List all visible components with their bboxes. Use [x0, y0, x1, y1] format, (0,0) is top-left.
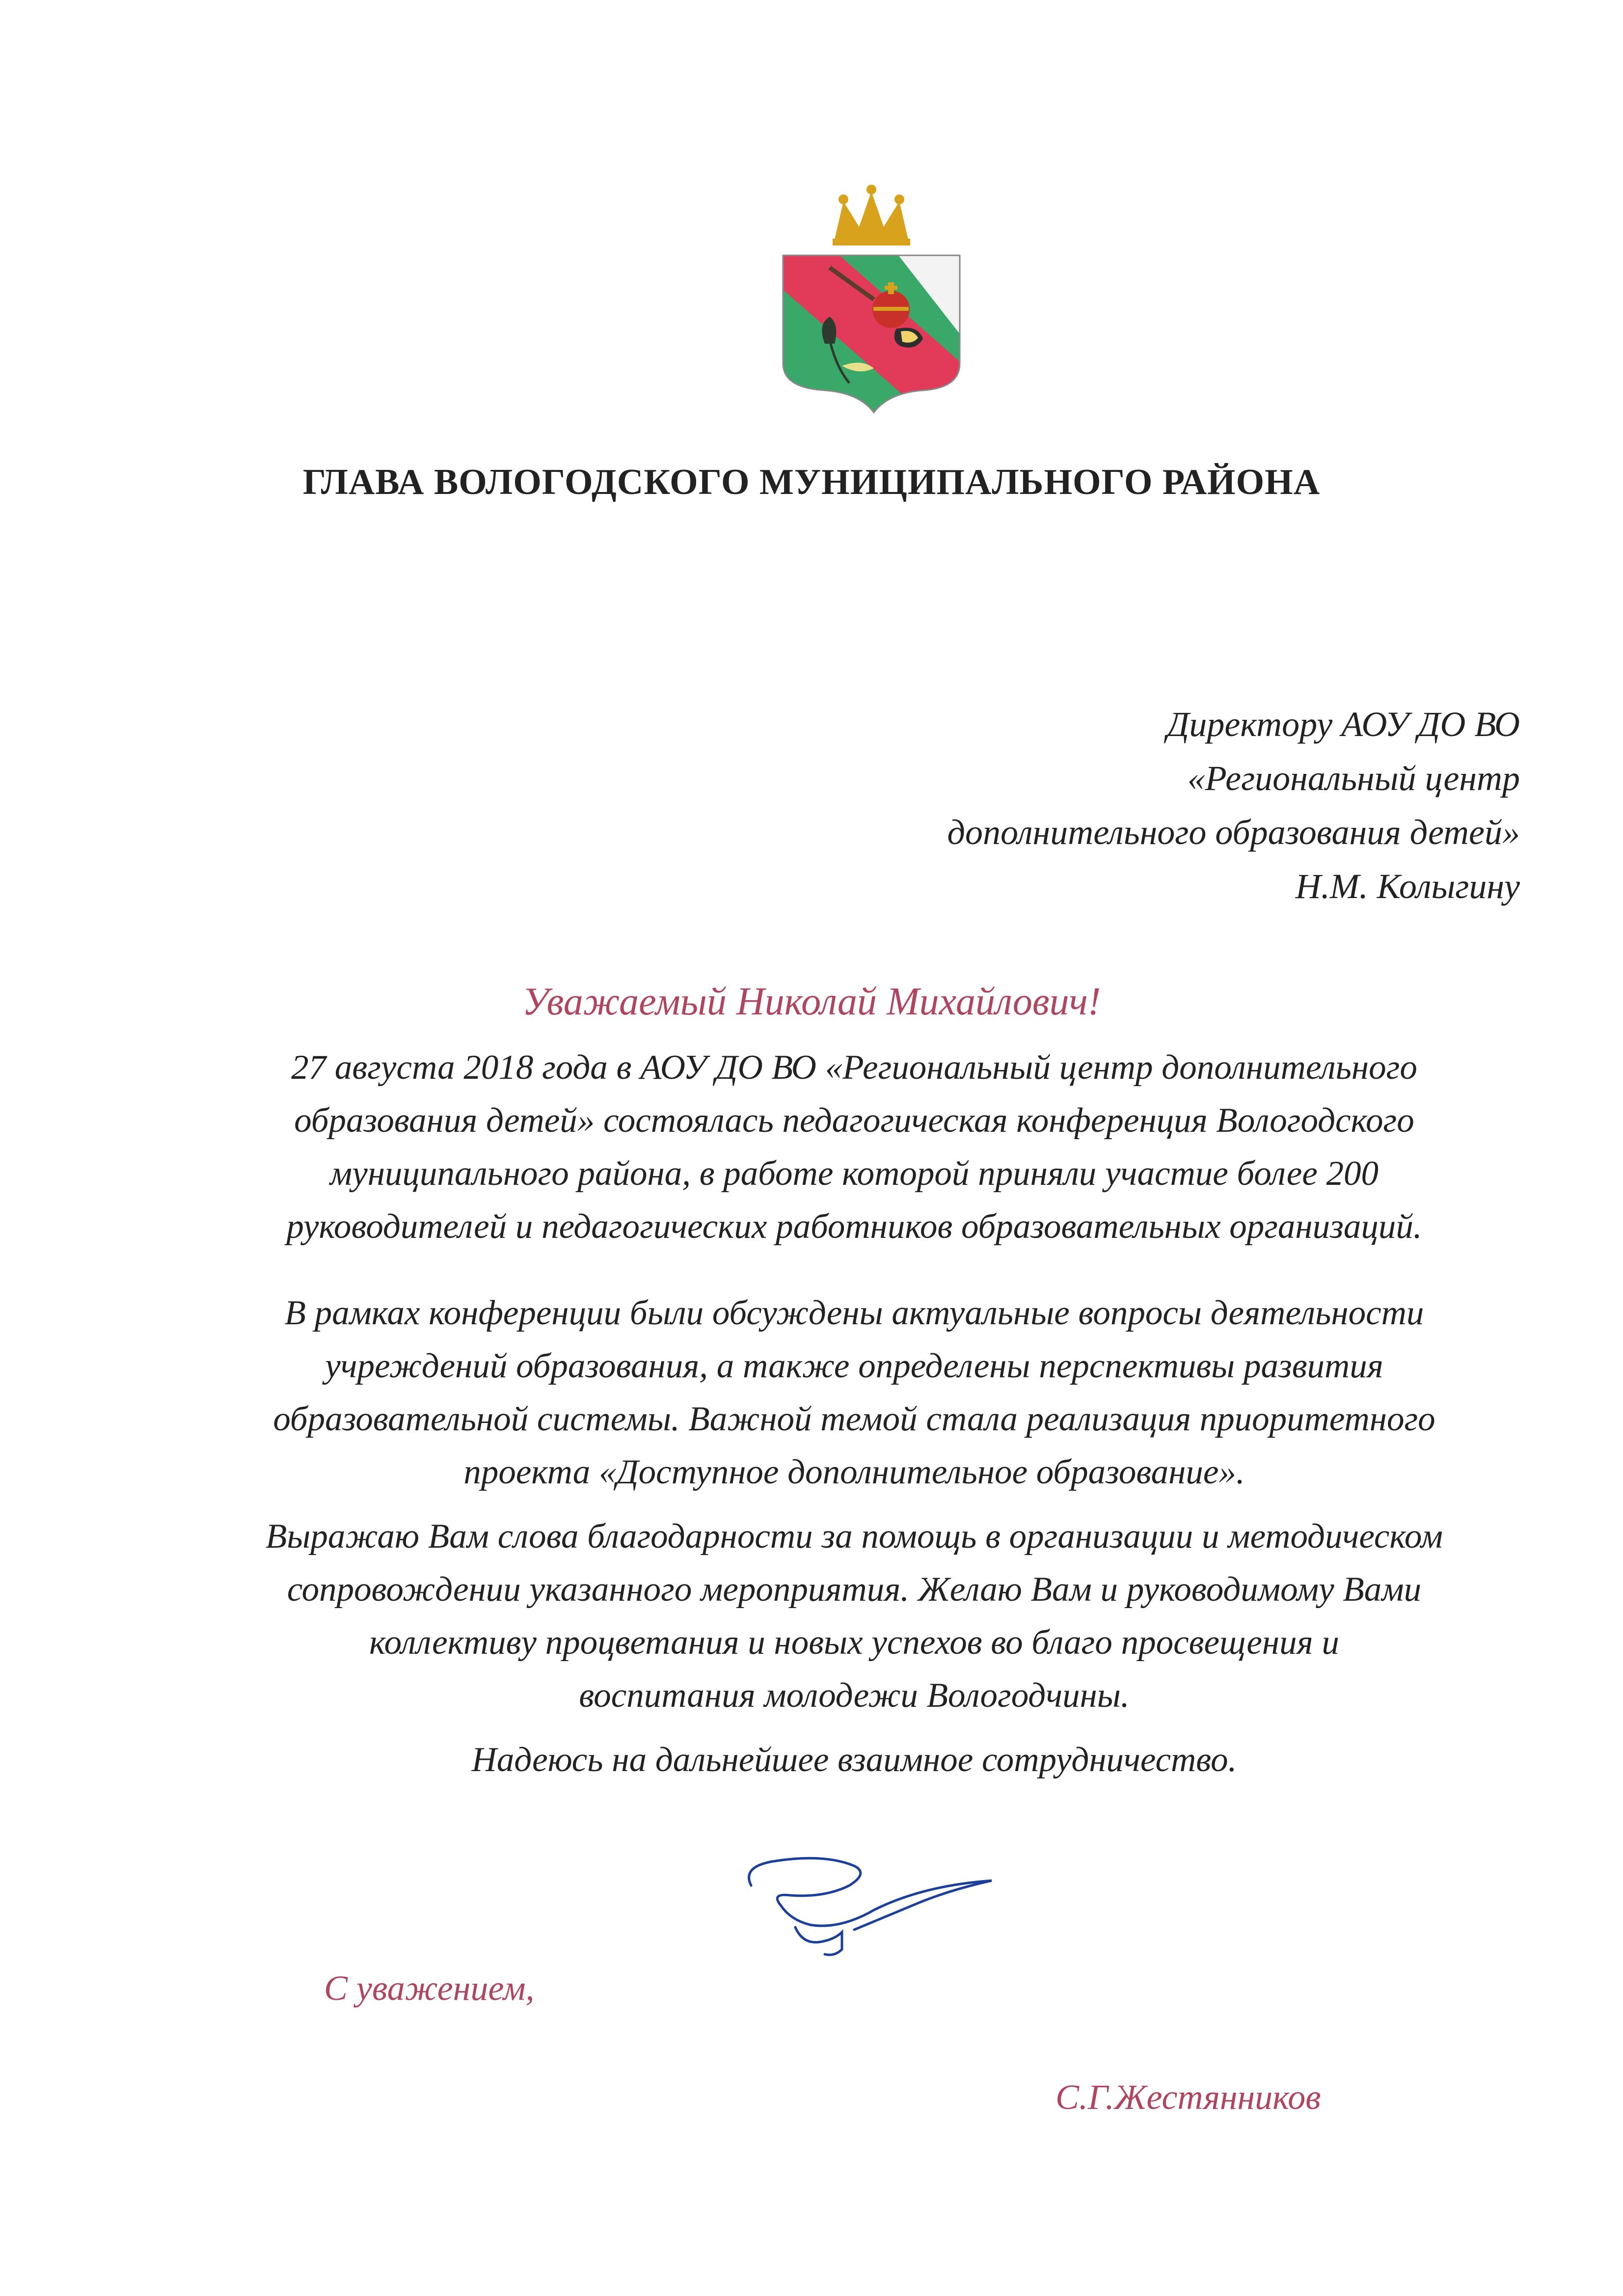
body-paragraph	[162, 1286, 1546, 1499]
paragraph-line: коллективу процветания и новых успехов во благо просвещения и	[369, 1623, 1339, 1662]
paragraph-line: В рамках конференции были обсуждены актуальные вопросы деятельности	[284, 1294, 1424, 1332]
paragraph-line: образовательной системы. Важной темой стала реализация приоритетного	[273, 1400, 1435, 1438]
body-paragraph	[162, 1733, 1546, 1786]
paragraph-line: 27 августа 2018 года в АОУ ДО ВО «Региональный центр дополнительного	[291, 1048, 1417, 1087]
paragraph-line: воспитания молодежи Вологодчины.	[579, 1676, 1130, 1715]
document-title: ГЛАВА ВОЛОГОДСКОГО МУНИЦИПАЛЬНОГО РАЙОНА	[302, 462, 1321, 502]
body-paragraph	[162, 1041, 1546, 1253]
addressee-line: Н.М. Колыгину	[1295, 867, 1520, 906]
paragraph-line: учреждений образования, а также определены перспективы развития	[325, 1347, 1383, 1385]
paragraph-line: муниципального района, в работе которой приняли участие более 200	[330, 1154, 1379, 1193]
signature-icon	[736, 1851, 1011, 1964]
addressee-line: дополнительного образования детей»	[947, 813, 1520, 852]
paragraph-line: руководителей и педагогических работников образовательных организаций.	[286, 1207, 1422, 1246]
paragraph-line: проекта «Доступное дополнительное образование».	[463, 1453, 1245, 1491]
addressee-line: «Региональный центр	[1187, 759, 1520, 798]
addressee-block	[734, 697, 1520, 913]
paragraph-line: образования детей» состоялась педагогическая конференция Вологодского	[294, 1101, 1414, 1140]
paragraph-line: Выражаю Вам слова благодарности за помощь в организации и методическом	[265, 1517, 1443, 1556]
coat-of-arms-icon	[776, 182, 967, 417]
signer-name: С.Г.Жестянников	[1055, 2077, 1321, 2117]
body-paragraph	[162, 1510, 1546, 1722]
closing-phrase: С уважением,	[324, 1968, 535, 2008]
paragraph-line: Надеюсь на дальнейшее взаимное сотрудничество.	[471, 1741, 1237, 1779]
paragraph-line: сопровождении указанного мероприятия. Желаю Вам и руководимому Вами	[287, 1570, 1422, 1609]
addressee-line: Директору АОУ ДО ВО	[1166, 705, 1520, 744]
salutation: Уважаемый Николай Михайлович!	[522, 980, 1101, 1023]
